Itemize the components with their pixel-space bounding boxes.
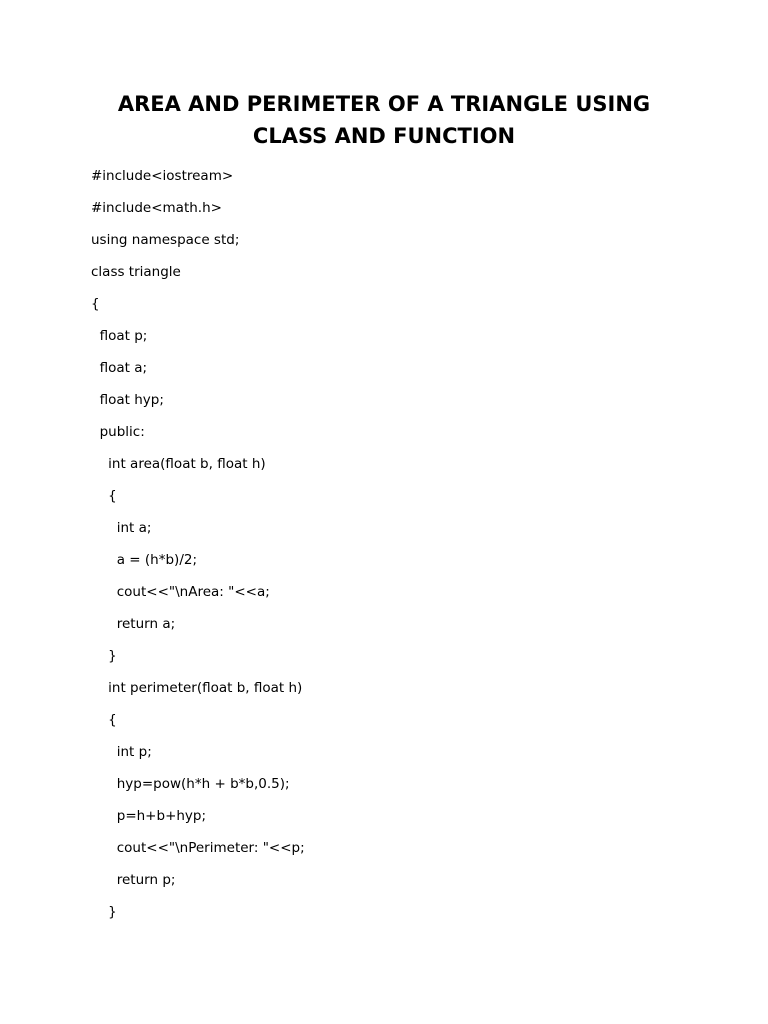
- code-line: return a;: [91, 616, 176, 632]
- code-line: float a;: [91, 360, 148, 376]
- code-line: float p;: [91, 328, 148, 344]
- code-line: {: [91, 296, 100, 312]
- title-line-2: CLASS AND FUNCTION: [252, 124, 516, 148]
- code-line: int p;: [91, 744, 152, 760]
- code-listing: [91, 167, 731, 935]
- code-line: hyp=pow(h*h + b*b,0.5);: [91, 776, 290, 792]
- document-title: [0, 88, 768, 152]
- code-line: }: [91, 904, 117, 920]
- code-line: #include<iostream>: [91, 168, 234, 184]
- code-line: cout<<"\nArea: "<<a;: [91, 584, 270, 600]
- code-line: }: [91, 648, 117, 664]
- code-line: a = (h*b)/2;: [91, 552, 198, 568]
- code-line: cout<<"\nPerimeter: "<<p;: [91, 840, 305, 856]
- code-line: int a;: [91, 520, 152, 536]
- title-line-1: AREA AND PERIMETER OF A TRIANGLE USING: [117, 92, 651, 116]
- code-line: {: [91, 712, 117, 728]
- code-line: int perimeter(float b, float h): [91, 680, 303, 696]
- code-line: public:: [91, 424, 145, 440]
- code-line: return p;: [91, 872, 176, 888]
- code-line: using namespace std;: [91, 232, 240, 248]
- code-line: class triangle: [91, 264, 181, 280]
- code-line: float hyp;: [91, 392, 164, 408]
- code-line: int area(float b, float h): [91, 456, 266, 472]
- code-line: p=h+b+hyp;: [91, 808, 207, 824]
- code-line: #include<math.h>: [91, 200, 222, 216]
- code-line: {: [91, 488, 117, 504]
